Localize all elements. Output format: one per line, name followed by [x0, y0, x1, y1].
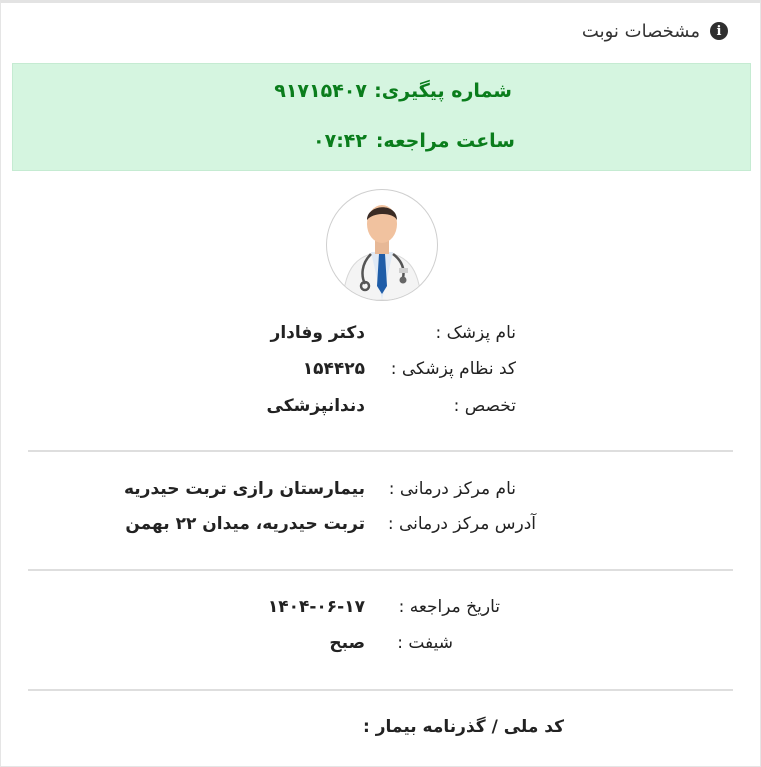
divider: [28, 450, 733, 452]
tracking-number-label: شماره پیگیری:: [374, 80, 512, 102]
visit-time-label: ساعت مراجعه:: [375, 130, 515, 152]
specialty-row: [1, 392, 760, 420]
center-address-label: آدرس مرکز درمانی :: [387, 514, 536, 534]
medical-code-row: [1, 355, 760, 383]
doctor-name-label: نام پزشک :: [435, 323, 516, 343]
doctor-name-row: [1, 319, 760, 347]
shift-value: صبح: [329, 633, 365, 653]
visit-time-row: [13, 126, 750, 156]
center-address-value: تربت حیدریه، میدان ۲۲ بهمن: [125, 514, 365, 534]
shift-row: [1, 629, 760, 657]
card-title: مشخصات نوبت: [581, 20, 700, 42]
center-name-row: [1, 475, 760, 503]
specialty-label: تخصص :: [453, 396, 516, 416]
divider: [28, 689, 733, 691]
visit-time-value: ۰۷:۴۲: [313, 130, 367, 152]
visit-date-value: ۱۴۰۴-۰۶-۱۷: [267, 597, 365, 617]
medical-code-value: ۱۵۴۴۲۵: [302, 359, 365, 379]
visit-date-label: تاریخ مراجعه :: [398, 597, 500, 617]
center-address-row: [1, 510, 760, 538]
tracking-info-box: [12, 63, 751, 171]
doctor-name-value: دکتر وفادار: [270, 323, 365, 343]
center-name-value: بیمارستان رازی تربت حیدریه: [123, 479, 365, 499]
specialty-value: دندانپزشکی: [266, 396, 365, 416]
doctor-icon: [327, 190, 437, 300]
card-header: [1, 3, 760, 59]
info-icon: i: [710, 22, 728, 40]
tracking-number-value: ۹۱۷۱۵۴۰۷: [274, 80, 367, 102]
doctor-avatar: [326, 189, 438, 301]
divider: [28, 569, 733, 571]
shift-label: شیفت :: [397, 633, 453, 653]
center-name-label: نام مرکز درمانی :: [388, 479, 516, 499]
medical-code-label: کد نظام پزشکی :: [390, 359, 516, 379]
visit-date-row: [1, 593, 760, 621]
patient-id-row: [1, 713, 760, 741]
tracking-number-row: [13, 76, 750, 106]
patient-id-label: کد ملی / گذرنامه بیمار :: [363, 717, 564, 737]
